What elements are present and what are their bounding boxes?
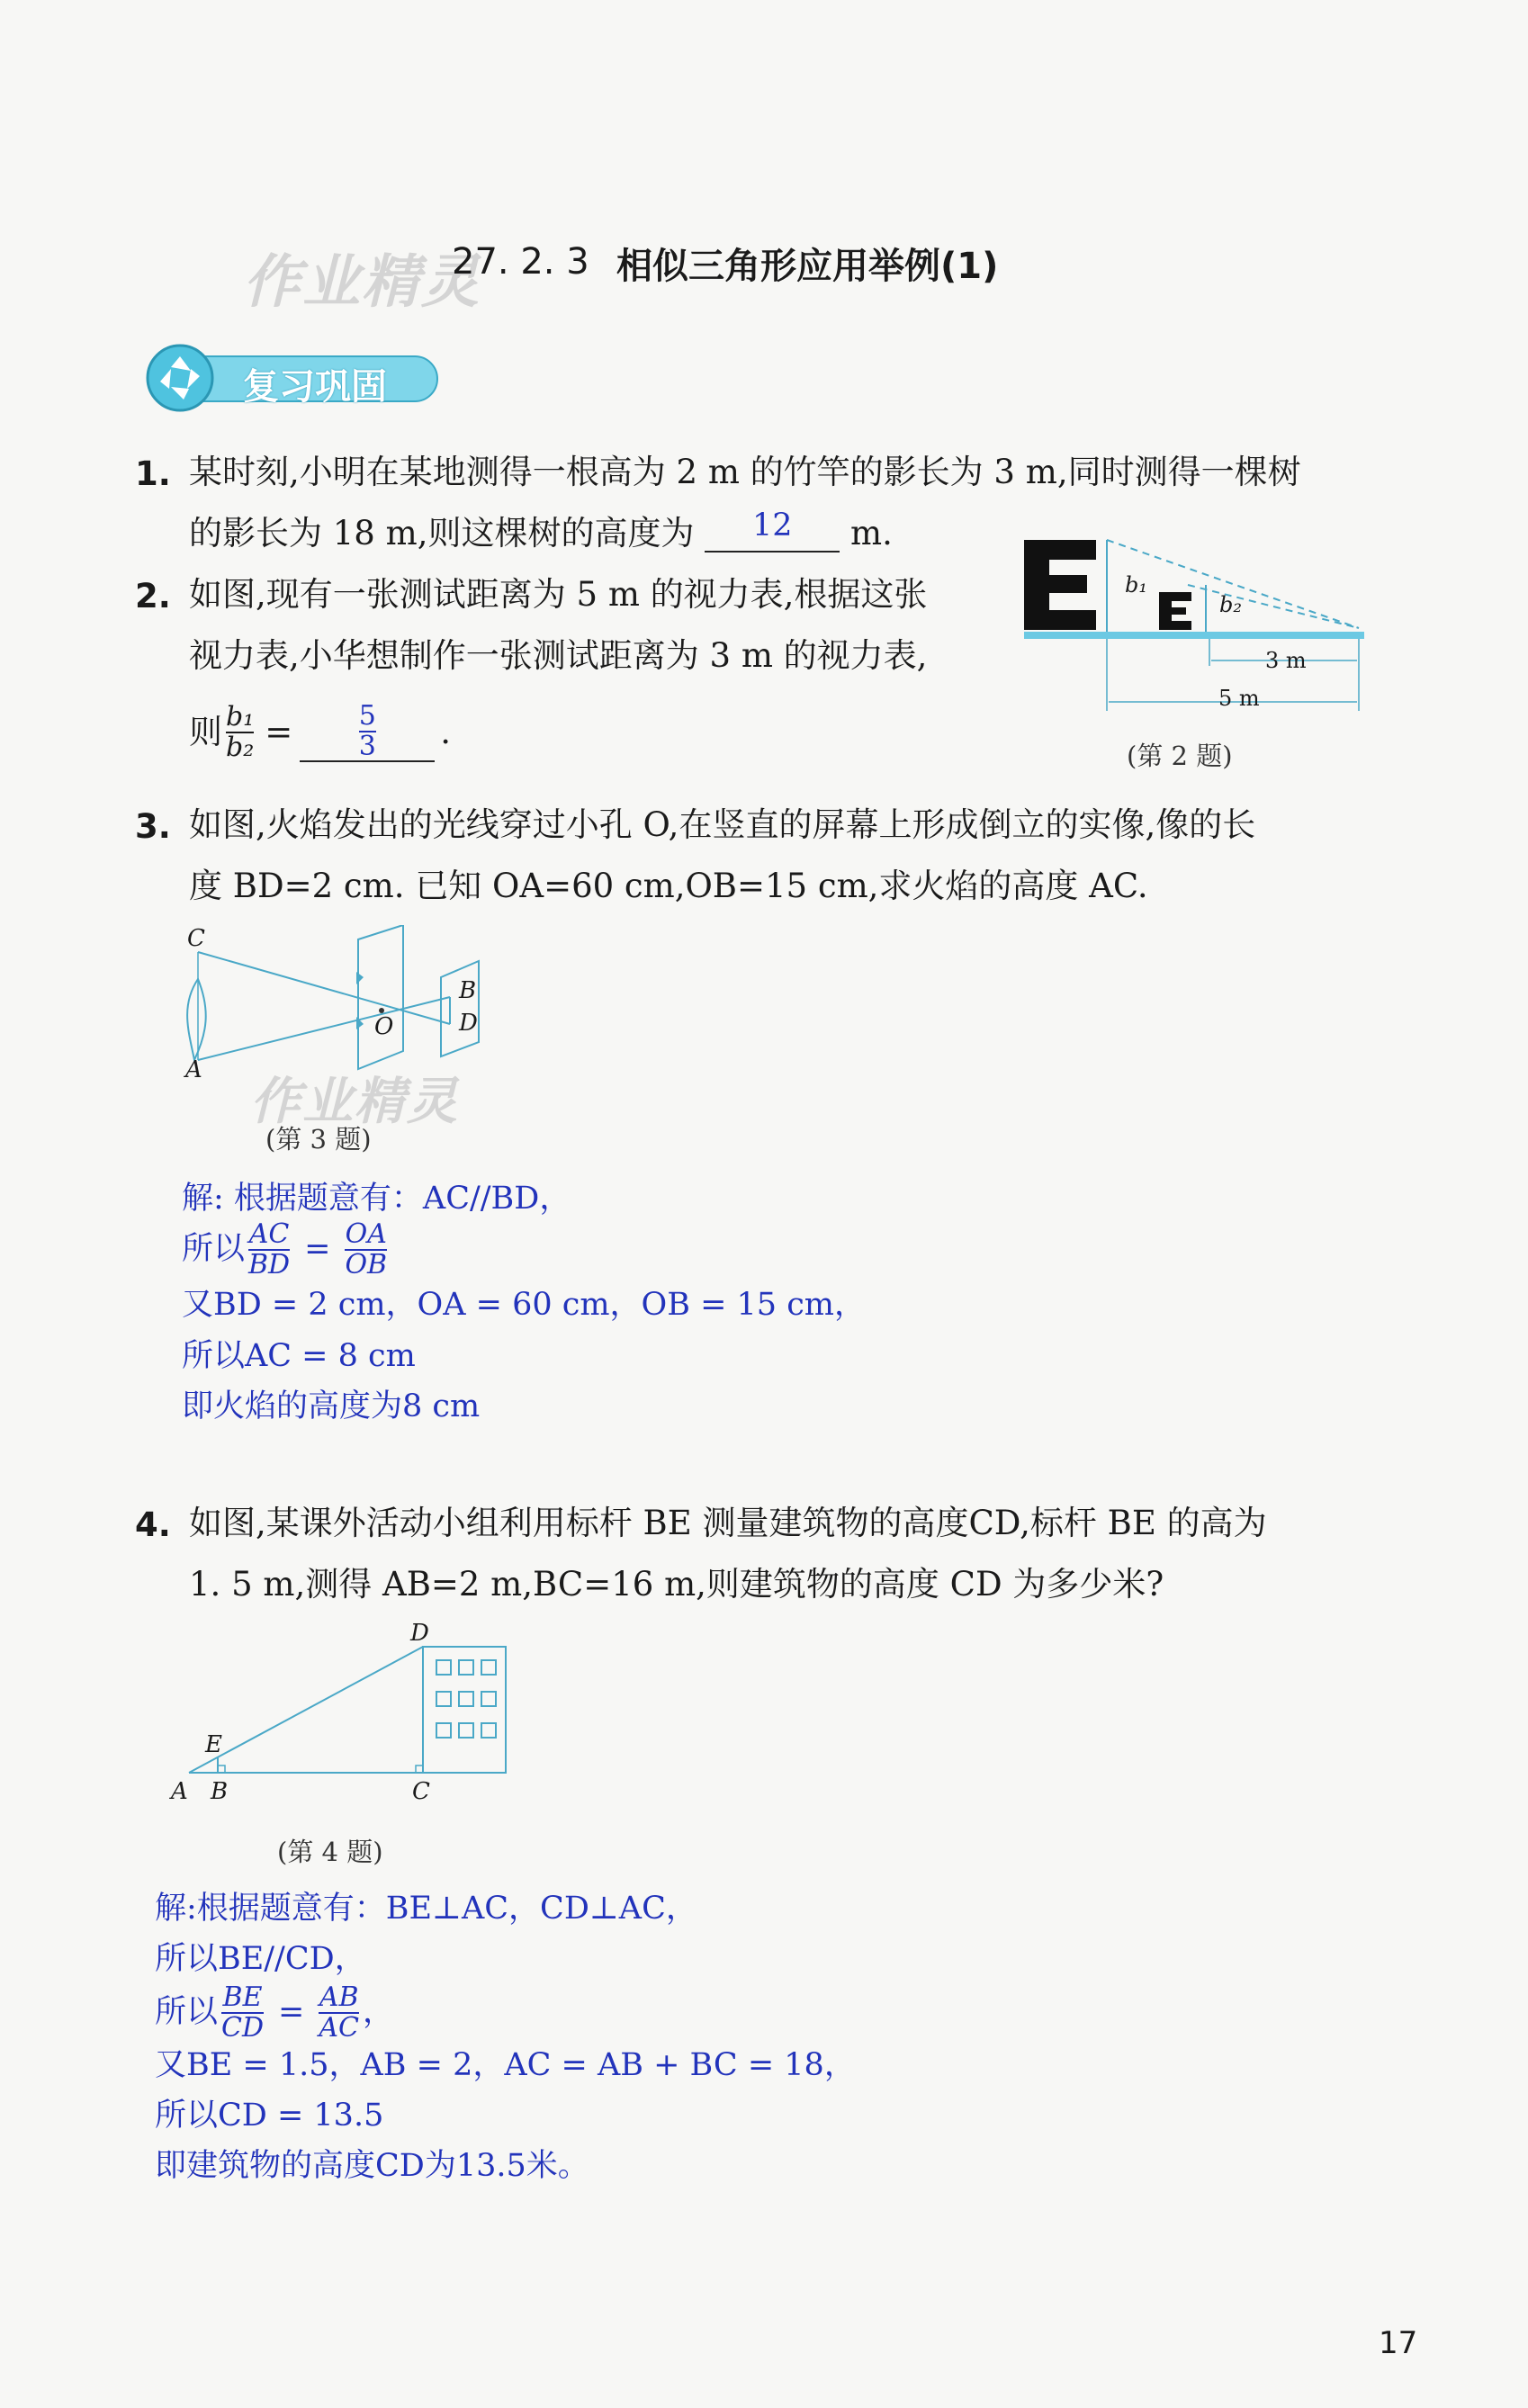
frac-den-ob: OB <box>345 1248 388 1280</box>
q1-answer: 12 <box>751 508 793 544</box>
fig3-caption: (第 3 题) <box>265 1124 372 1155</box>
q4-line1: 如图,某课外活动小组利用标杆 BE 测量建筑物的高度CD,标杆 BE 的高为 <box>189 1504 1267 1542</box>
page-title: 相似三角形应用举例(1) <box>616 246 999 287</box>
q4-sol-l3-suffix: ， <box>362 1994 394 2030</box>
q4-sol-line3 <box>155 1983 394 2042</box>
q4-sol-line1: 解:根据题意有：BE⊥AC，CD⊥AC， <box>155 1891 697 1927</box>
fig2-b2: b₂ <box>1219 592 1242 617</box>
fig3-D: D <box>459 1010 478 1037</box>
building-windows <box>436 1660 496 1738</box>
q2-answer-num: 5 <box>358 700 376 732</box>
fig2-caption: (第 2 题) <box>1127 741 1233 771</box>
fig4-caption: (第 4 题) <box>277 1837 383 1867</box>
eye-chart-big-E <box>1024 540 1096 630</box>
q4-sol-l3-prefix: 所以 <box>155 1994 219 2030</box>
screen <box>441 961 479 1056</box>
fig3-C: C <box>187 925 205 952</box>
q4-sol-line4: 又BE = 1.5，AB = 2，AC = AB + BC = 18， <box>155 2047 856 2083</box>
frac-den-cd: CD <box>221 2011 265 2044</box>
fig4-D: D <box>410 1620 429 1647</box>
b1-label: b₁ <box>226 701 255 732</box>
q2-ze: 则 <box>189 713 222 751</box>
b2-label: b₂ <box>226 731 255 763</box>
q3-sol-line2 <box>182 1220 391 1279</box>
q3-sol-line4: 所以AC = 8 cm <box>182 1338 416 1374</box>
eye-chart-small-E <box>1159 592 1191 630</box>
q2-period: . <box>440 713 452 751</box>
q3-line2: 度 BD=2 cm. 已知 OA=60 cm,OB=15 cm,求火焰的高度 AC. <box>189 867 1148 905</box>
fig2-b1: b₁ <box>1125 572 1147 598</box>
q4-number: 4. <box>135 1505 171 1544</box>
q2-answer-blank <box>300 702 435 762</box>
q1-line2-after: m. <box>849 514 893 553</box>
watermark-top: 作业精灵 <box>243 249 481 316</box>
q2-line2: 视力表,小华想制作一张测试距离为 3 m 的视力表, <box>189 636 928 675</box>
q2-number: 2. <box>135 577 171 615</box>
fig4-E: E <box>205 1731 222 1758</box>
q1-line1: 某时刻,小明在某地测得一根高为 2 m 的竹竿的影长为 3 m,同时测得一棵树 <box>189 453 1301 491</box>
q4-sol-line2: 所以BE//CD， <box>155 1941 366 1977</box>
q2-answer-fraction <box>359 702 376 760</box>
fig3-O: O <box>374 1013 394 1040</box>
flame-icon <box>187 979 206 1060</box>
q2-answer-den: 3 <box>358 730 376 762</box>
q4-sol-line5: 所以CD = 13.5 <box>155 2098 384 2134</box>
q2-line3 <box>189 702 451 762</box>
q3-line1: 如图,火焰发出的光线穿过小孔 O,在竖直的屏幕上形成倒立的实像,像的长 <box>189 805 1256 844</box>
fig3-B: B <box>459 977 477 1004</box>
frac-den-bd: BD <box>248 1248 291 1280</box>
q1-answer-blank <box>705 508 840 553</box>
q3-frac-ac-bd <box>248 1220 290 1279</box>
pinhole-plate <box>358 925 403 1069</box>
q3-sol-line5: 即火焰的高度为8 cm <box>182 1388 481 1424</box>
q3-number: 3. <box>135 807 171 846</box>
fig4-A: A <box>171 1778 188 1805</box>
figure-2 <box>1017 531 1377 729</box>
q4-line2: 1. 5 m,测得 AB=2 m,BC=16 m,则建筑物的高度 CD 为多少米? <box>189 1565 1164 1604</box>
q4-frac-be-cd <box>221 1983 264 2042</box>
frac-num-ac: AC <box>248 1218 290 1250</box>
q3-sol-eq: = <box>304 1231 331 1267</box>
watermark-mid: 作业精灵 <box>250 1073 459 1131</box>
q1-number: 1. <box>135 454 171 493</box>
q1-line2-before: 的影长为 18 m,则这棵树的高度为 <box>189 514 695 553</box>
fig2-5m: 5 m <box>1218 686 1260 711</box>
page-number: 17 <box>1379 2325 1418 2361</box>
q3-frac-oa-ob <box>345 1220 387 1279</box>
q2-eq: = <box>265 713 293 751</box>
section-number: 27. 2. 3 <box>452 241 589 283</box>
fig2-3m: 3 m <box>1265 648 1307 673</box>
q3-sol-l2-prefix: 所以 <box>182 1231 246 1267</box>
q2-b-fraction <box>226 703 254 761</box>
figure-4 <box>171 1620 531 1809</box>
frac-num-be: BE <box>222 1981 263 2013</box>
fig4-B: B <box>211 1778 229 1805</box>
fig3-A: A <box>185 1056 202 1083</box>
q3-sol-line3: 又BD = 2 cm，OA = 60 cm，OB = 15 cm， <box>182 1287 866 1323</box>
q2-line1: 如图,现有一张测试距离为 5 m 的视力表,根据这张 <box>189 575 928 614</box>
building <box>423 1647 506 1773</box>
q4-sol-line6: 即建筑物的高度CD为13.5米。 <box>155 2148 589 2184</box>
q3-sol-line1: 解: 根据题意有：AC//BD， <box>182 1181 571 1217</box>
q1-line2 <box>189 508 893 553</box>
frac-num-ab: AB <box>319 1981 359 2013</box>
q4-sol-eq: = <box>278 1994 305 2030</box>
fig4-C: C <box>412 1778 430 1805</box>
frac-den-ac: AC <box>319 2011 359 2044</box>
q4-frac-ab-ac <box>319 1983 359 2042</box>
frac-num-oa: OA <box>345 1218 387 1250</box>
review-banner <box>144 344 441 412</box>
banner-label: 复习巩固 <box>243 366 387 408</box>
